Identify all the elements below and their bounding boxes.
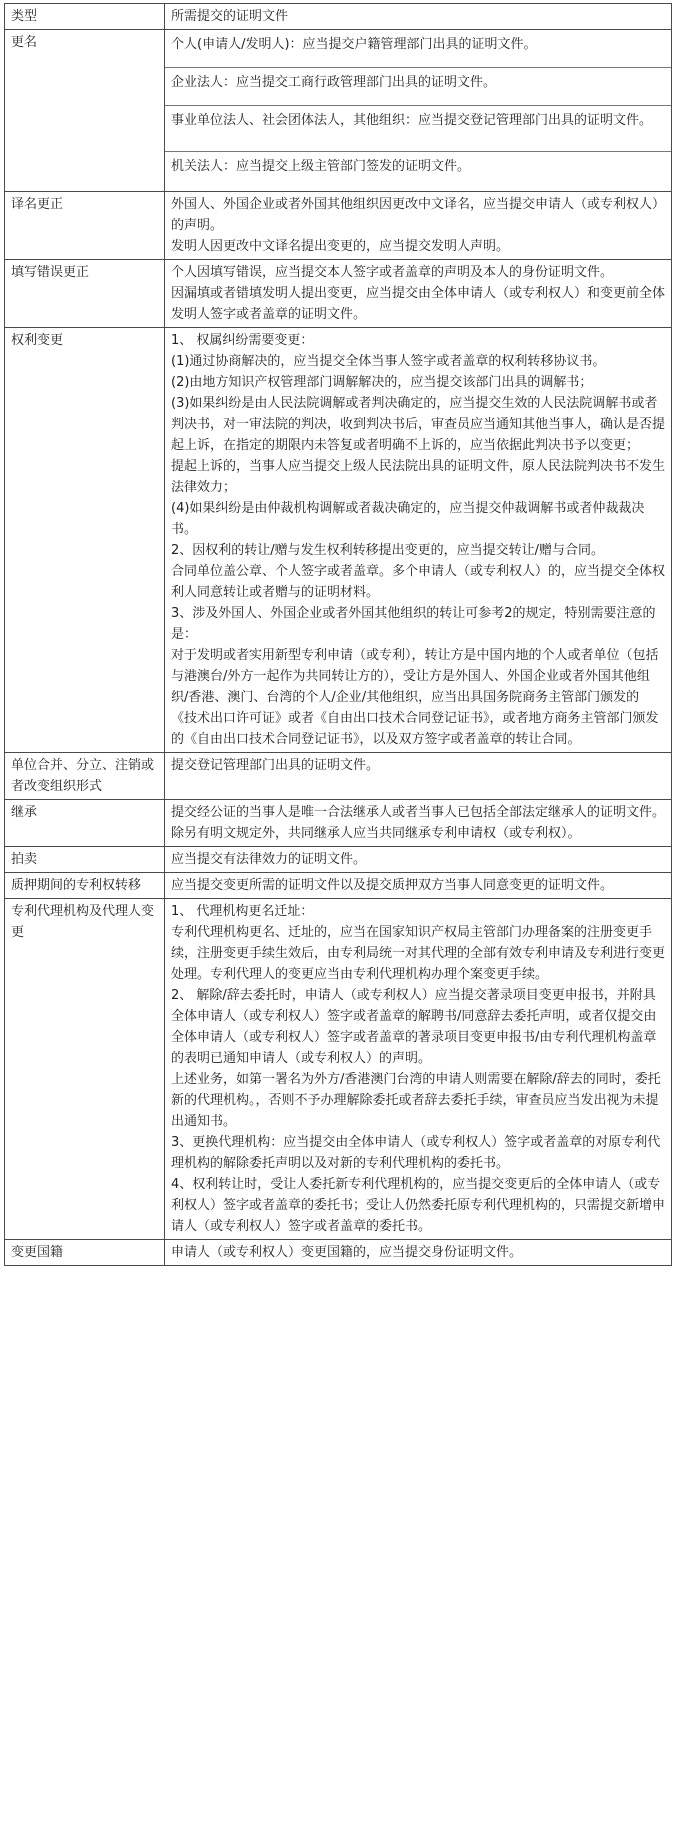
document-page bbox=[4, 3, 672, 1266]
header-type: 类型 bbox=[5, 4, 165, 30]
row-content: 提交经公证的当事人是唯一合法继承人或者当事人已包括全部法定继承人的证明文件。除另有明文规定外，共同继承人应当共同继承专利申请权（或专利权）。 bbox=[165, 800, 672, 847]
header-documents: 所需提交的证明文件 bbox=[165, 4, 672, 30]
rename-enterprise: 企业法人：应当提交工商行政管理部门出具的证明文件。 bbox=[165, 67, 671, 105]
row-content: 提交登记管理部门出具的证明文件。 bbox=[165, 753, 672, 800]
table-row bbox=[5, 260, 672, 328]
table-header-row bbox=[5, 4, 672, 30]
table-row bbox=[5, 899, 672, 1240]
proof-documents-table bbox=[4, 3, 672, 1266]
row-type: 继承 bbox=[5, 800, 165, 847]
row-type: 拍卖 bbox=[5, 847, 165, 873]
row-type: 权利变更 bbox=[5, 328, 165, 753]
rename-institution: 事业单位法人、社会团体法人，其他组织：应当提交登记管理部门出具的证明文件。 bbox=[165, 105, 671, 151]
table-row bbox=[5, 753, 672, 800]
row-type: 译名更正 bbox=[5, 192, 165, 260]
row-content: 应当提交有法律效力的证明文件。 bbox=[165, 847, 672, 873]
table-row bbox=[5, 328, 672, 753]
row-content: 应当提交变更所需的证明文件以及提交质押双方当事人同意变更的证明文件。 bbox=[165, 873, 672, 899]
rename-agency: 机关法人：应当提交上级主管部门签发的证明文件。 bbox=[165, 151, 671, 191]
table-row bbox=[5, 847, 672, 873]
row-type: 变更国籍 bbox=[5, 1240, 165, 1266]
table-row bbox=[5, 192, 672, 260]
row-content: 申请人（或专利权人）变更国籍的，应当提交身份证明文件。 bbox=[165, 1240, 672, 1266]
row-content: 1、 代理机构更名迁址： 专利代理机构更名、迁址的，应当在国家知识产权局主管部门办理备案的注册变更手续，注册变更手续生效后，由专利局统一对其代理的全部有效专利申请及专利进行变更处理。专利代理人的变更应当由专利代理机构办理个案变更手续。 2、 解除/辞去委托时，申请人（或专利权人）应当提交著录项目变更申报书，并附具全体申请人（或专利权人）签字或者盖章的解聘书/同意辞去委托声明，或者仅提交由全体申请人（或专利权人）签字或者盖章的著录项目变更申报书/由专利代理机构盖章的表明已通知申请人（或专利权人）的声明。 上述业务，如第一署名为外方/香港澳门台湾的申请人则需要在解除/辞去的同时，委托新的代理机构。，否则不予办理解除委托或者辞去委托手续，审查员应当发出视为未提出通知书。 3、更换代理机构：应当提交由全体申请人（或专利权人）签字或者盖章的对原专利代理机构的解除委托声明以及对新的专利代理机构的委托书。 4、权利转让时，受让人委托新专利代理机构的，应当提交变更后的全体申请人（或专利权人）签字或者盖章的委托书；受让人仍然委托原专利代理机构的，只需提交新增申请人（或专利权人）签字或者盖章的委托书。 bbox=[165, 899, 672, 1240]
row-content bbox=[165, 30, 672, 192]
row-content: 个人因填写错误，应当提交本人签字或者盖章的声明及本人的身份证明文件。 因漏填或者错填发明人提出变更，应当提交由全体申请人（或专利权人）和变更前全体发明人签字或者盖章的证明文件。 bbox=[165, 260, 672, 328]
table-row bbox=[5, 800, 672, 847]
row-type: 专利代理机构及代理人变更 bbox=[5, 899, 165, 1240]
row-type: 单位合并、分立、注销或者改变组织形式 bbox=[5, 753, 165, 800]
row-type: 填写错误更正 bbox=[5, 260, 165, 328]
row-type: 质押期间的专利权转移 bbox=[5, 873, 165, 899]
table-row bbox=[5, 873, 672, 899]
table-row bbox=[5, 30, 672, 192]
row-content: 外国人、外国企业或者外国其他组织因更改中文译名，应当提交申请人（或专利权人）的声明。 发明人因更改中文译名提出变更的，应当提交发明人声明。 bbox=[165, 192, 672, 260]
rename-person: 个人(申请人/发明人)：应当提交户籍管理部门出具的证明文件。 bbox=[171, 37, 537, 52]
row-content: 1、 权属纠纷需要变更： (1)通过协商解决的，应当提交全体当事人签字或者盖章的权利转移协议书。 (2)由地方知识产权管理部门调解解决的，应当提交该部门出具的调解书； (3)如果纠纷是由人民法院调解或者判决确定的，应当提交生效的人民法院调解书或者判决书，对一审法院的判决，收到判决书后，审查员应当通知其他当事人，确认是否提起上诉，在指定的期限内未答复或者明确不上诉的，应当依据此判决书予以变更； 提起上诉的，当事人应当提交上级人民法院出具的证明文件，原人民法院判决书不发生法律效力； (4)如果纠纷是由仲裁机构调解或者裁决确定的，应当提交仲裁调解书或者仲裁裁决书。 2、因权利的转让/赠与发生权利转移提出变更的，应当提交转让/赠与合同。 合同单位盖公章、个人签字或者盖章。多个申请人（或专利权人）的，应当提交全体权利人同意转让或者赠与的证明材料。 3、涉及外国人、外国企业或者外国其他组织的转让可参考2的规定，特别需要注意的是： 对于发明或者实用新型专利申请（或专利），转让方是中国内地的个人或者单位（包括与港澳台/外方一起作为共同转让方的），受让方是外国人、外国企业或者外国其他组织/香港、澳门、台湾的个人/企业/其他组织，应当出具国务院商务主管部门颁发的《技术出口许可证》或者《自由出口技术合同登记证书》，或者地方商务主管部门颁发的《自由出口技术合同登记证书》，以及双方签字或者盖章的转让合同。 bbox=[165, 328, 672, 753]
table-row bbox=[5, 1240, 672, 1266]
row-type: 更名 bbox=[5, 30, 165, 192]
